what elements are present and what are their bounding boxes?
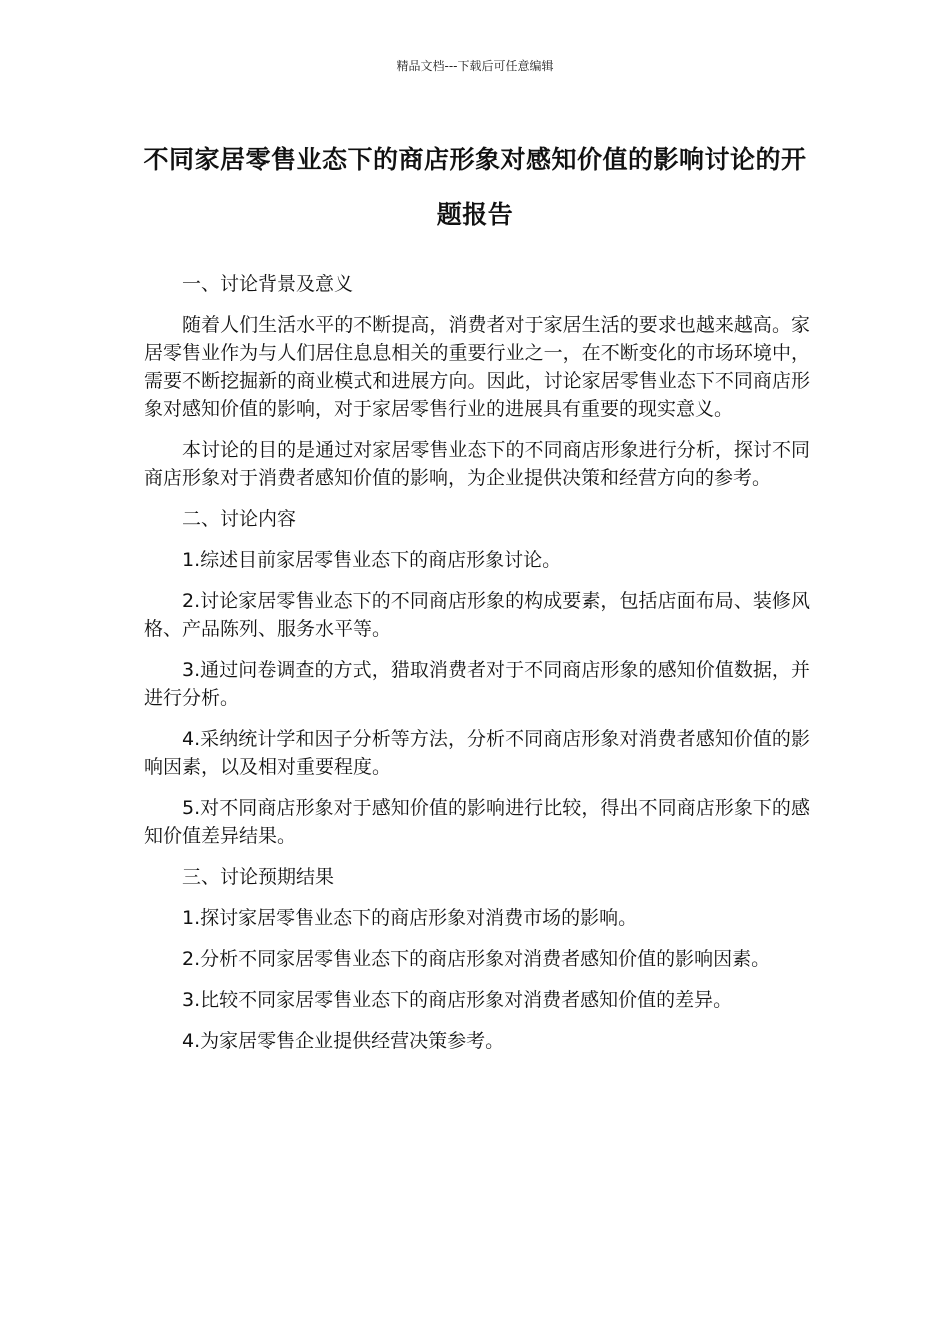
- paragraph-background: 随着人们生活水平的不断提高，消费者对于家居生活的要求也越来越高。家居零售业作为与人们居住息息相关的重要行业之一，在不断变化的市场环境中，需要不断挖掘新的商业模式和进展方向。因此，讨论家居零售业态下不同商店形象对感知价值的影响，对于家居零售行业的进展具有重要的现实意义。: [144, 314, 810, 420]
- content-item-4: 4.采纳统计学和因子分析等方法，分析不同商店形象对消费者感知价值的影响因素，以及相对重要程度。: [144, 728, 810, 778]
- result-item-1: 1.探讨家居零售业态下的商店形象对消费市场的影响。: [182, 907, 638, 929]
- content-item-2: 2.讨论家居零售业态下的不同商店形象的构成要素，包括店面布局、装修风格、产品陈列、服务水平等。: [144, 590, 810, 640]
- content-item-1: 1.综述目前家居零售业态下的商店形象讨论。: [182, 549, 562, 571]
- result-item-4: 4.为家居零售企业提供经营决策参考。: [182, 1030, 505, 1052]
- paragraph-purpose: 本讨论的目的是通过对家居零售业态下的不同商店形象进行分析，探讨不同商店形象对于消费者感知价值的影响，为企业提供决策和经营方向的参考。: [144, 439, 810, 489]
- document-title: 不同家居零售业态下的商店形象对感知价值的影响讨论的开题报告: [143, 145, 807, 229]
- result-item-3: 3.比较不同家居零售业态下的商店形象对消费者感知价值的差异。: [182, 989, 733, 1011]
- content-item-5: 5.对不同商店形象对于感知价值的影响进行比较，得出不同商店形象下的感知价值差异结果。: [144, 797, 810, 847]
- document-body: [144, 270, 810, 1068]
- section-heading-content: 二、讨论内容: [182, 508, 297, 530]
- page-header: 精品文档---下载后可任意编辑: [396, 59, 554, 73]
- section-heading-background: 一、讨论背景及意义: [182, 273, 354, 295]
- result-item-2: 2.分析不同家居零售业态下的商店形象对消费者感知价值的影响因素。: [182, 948, 771, 970]
- content-item-3: 3.通过问卷调查的方式，猎取消费者对于不同商店形象的感知价值数据，并进行分析。: [144, 659, 810, 709]
- section-heading-expected-results: 三、讨论预期结果: [182, 866, 335, 888]
